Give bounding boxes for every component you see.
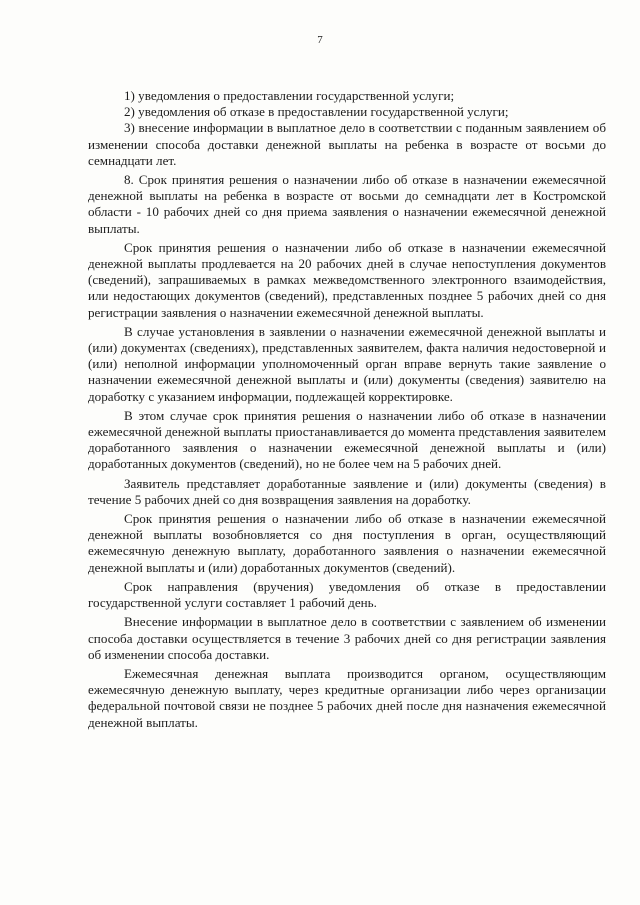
list-item-payment-file-update: 3) внесение информации в выплатное дело в соответствии с поданным заявлением об изменении способа доставки денежной выплаты на ребенка в возрасте от восьми до семнадцати лет. [88,120,606,168]
paragraph-return-for-revision: В случае установления в заявлении о назначении ежемесячной денежной выплаты и (или) документах (сведениях), представленных заявителем, факта наличия недостоверной и (или) неполной информации уполномоченный орган вправе вернуть такие заявление о назначении ежемесячной денежной выплаты и (или) документы (сведения) заявителю на доработку с указанием информации, подлежащей корректировке. [88,323,606,404]
paragraph-term-resumption: Срок принятия решения о назначении либо об отказе в назначении ежемесячной денежной выплаты возобновляется со дня поступления в орган, осуществляющий ежемесячную денежную выплату, доработанного заявления о назначении ежемесячной денежной выплаты и (или) доработанных документов (сведений). [88,511,606,575]
paragraph-term-suspension: В этом случае срок принятия решения о назначении либо об отказе в назначении ежемесячной денежной выплаты приостанавливается до момента представления заявителем доработанного заявления о назначении ежемесячной денежной выплаты и (или) доработанных документов (сведений), но не более чем на 5 рабочих дней. [88,407,606,472]
page-number: 7 [317,34,323,46]
list-item-notification-refusal: 2) уведомления об отказе в предоставлении государственной услуги; [124,104,509,120]
paragraph-delivery-change: Внесение информации в выплатное дело в соответствии с заявлением об изменении способа доставки осуществляется в течение 3 рабочих дней со дня регистрации заявления об изменении способа доставки. [88,614,606,662]
paragraph-payment-execution: Ежемесячная денежная выплата производится органом, осуществляющим ежемесячную денежную выплату, через кредитные организации либо через организации федеральной почтовой связи не позднее 5 рабочих дней после дня назначения ежемесячной денежной выплаты. [88,665,606,730]
list-item-notification-granted: 1) уведомления о предоставлении государственной услуги; [124,88,455,103]
document-body [88,88,606,731]
paragraph-refusal-notice-term: Срок направления (вручения) уведомления об отказе в предоставлении государственной услуги составляет 1 рабочий день. [88,578,606,611]
clause-8-decision-term: 8. Срок принятия решения о назначении либо об отказе в назначении ежемесячной денежной выплаты на ребенка в возрасте от восьми до семнадцати лет в Костромской области - 10 рабочих дней со дня приема заявления о назначении ежемесячной денежной выплаты. [88,172,606,236]
paragraph-term-extension: Срок принятия решения о назначении либо об отказе в назначении ежемесячной денежной выплаты продлевается на 20 рабочих дней в случае непоступления документов (сведений), запрашиваемых в рамках межведомственного электронного взаимодействия, или недостающих документов (сведений), представленных позднее 5 рабочих дней со дня регистрации заявления о назначении ежемесячной денежной выплаты. [88,239,606,320]
paragraph-revised-submission: Заявитель представляет доработанные заявление и (или) документы (сведения) в течение 5 рабочих дней со дня возвращения заявления на доработку. [88,475,606,507]
